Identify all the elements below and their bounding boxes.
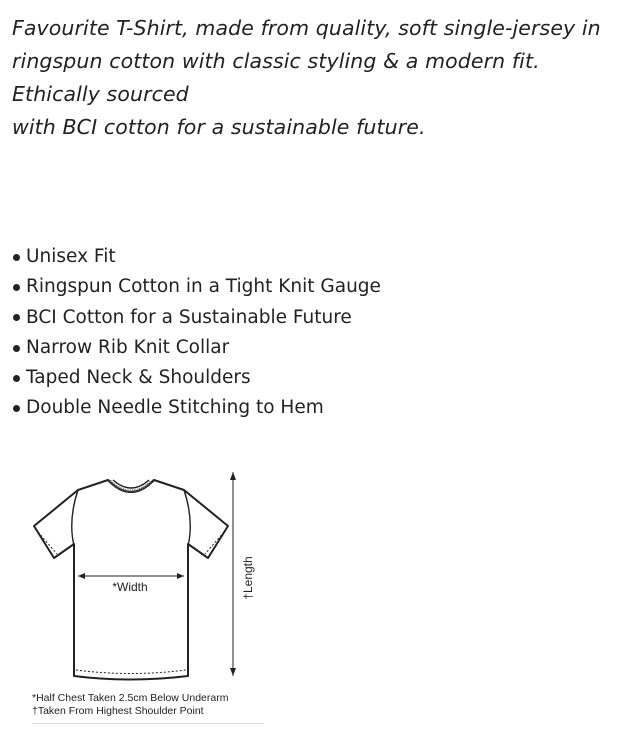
bullet-icon xyxy=(13,345,20,352)
length-arrow xyxy=(230,472,236,676)
feature-item xyxy=(10,333,381,363)
description-line: Ethically sourced xyxy=(12,82,189,106)
feature-text: Taped Neck & Shoulders xyxy=(26,367,251,389)
description-line: Favourite T-Shirt, made from quality, soft single-jersey in xyxy=(12,16,601,40)
product-description xyxy=(12,12,622,144)
measurement-notes xyxy=(32,692,264,724)
description-line: with BCI cotton for a sustainable future. xyxy=(12,115,426,139)
bullet-icon xyxy=(13,254,20,261)
width-label: *Width xyxy=(112,580,148,594)
feature-text: BCI Cotton for a Sustainable Future xyxy=(26,306,352,328)
feature-item xyxy=(10,242,381,272)
feature-text: Narrow Rib Knit Collar xyxy=(26,336,230,358)
feature-item xyxy=(10,303,381,333)
bullet-icon xyxy=(13,375,20,382)
feature-text: Ringspun Cotton in a Tight Knit Gauge xyxy=(26,276,381,298)
note-half-chest: *Half Chest Taken 2.5cm Below Underarm xyxy=(32,692,229,704)
bullet-icon xyxy=(13,284,20,291)
size-diagram xyxy=(28,468,268,684)
note-length: †Taken From Highest Shoulder Point xyxy=(32,705,204,717)
feature-text: Double Needle Stitching to Hem xyxy=(26,397,324,419)
tshirt-diagram-svg xyxy=(28,468,268,684)
bullet-icon xyxy=(13,405,20,412)
feature-text: Unisex Fit xyxy=(26,246,116,267)
feature-item xyxy=(10,272,381,302)
feature-item xyxy=(10,393,381,423)
feature-item xyxy=(10,363,381,393)
bullet-icon xyxy=(13,314,20,321)
description-line: ringspun cotton with classic styling & a modern fit. xyxy=(12,49,540,73)
length-label: †Length xyxy=(241,556,255,600)
feature-list xyxy=(10,242,381,424)
